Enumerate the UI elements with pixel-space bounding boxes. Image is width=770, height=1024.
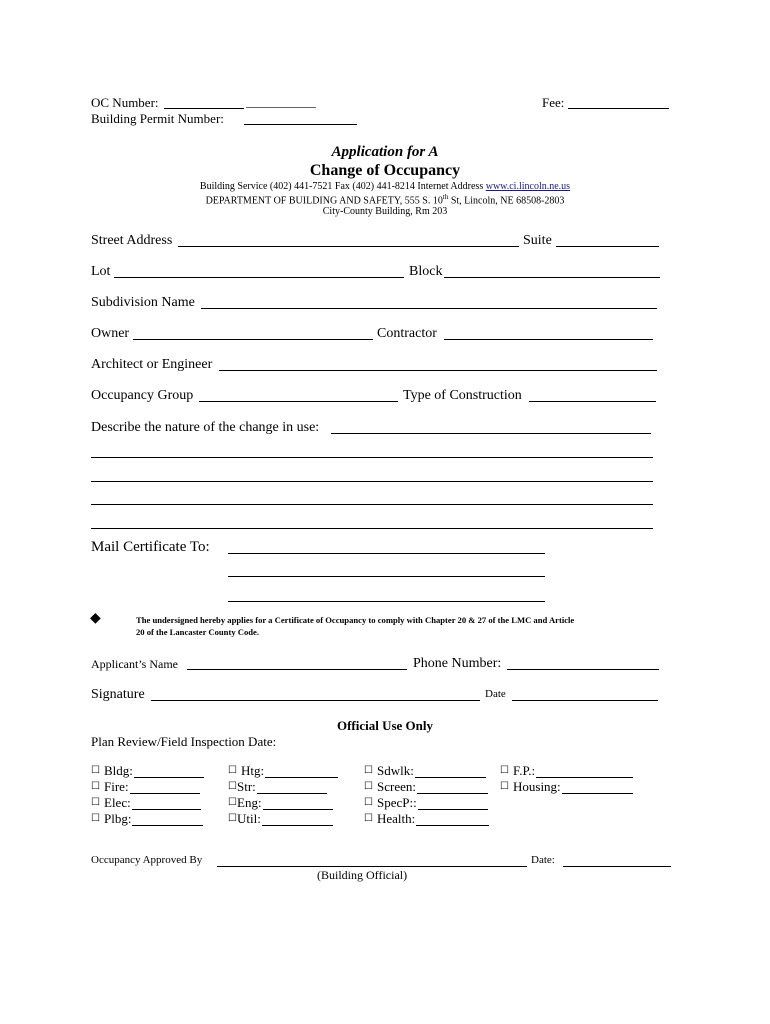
checkbox-housing[interactable]: ☐	[500, 781, 509, 792]
mail-certificate-label: Mail Certificate To:	[91, 539, 210, 555]
owner-label: Owner	[91, 326, 130, 341]
official-use-heading: Official Use Only	[336, 718, 434, 733]
checkbox-bldg[interactable]: ☐	[91, 765, 100, 776]
label-elec: Elec:	[104, 795, 131, 810]
building-official-label: (Building Official)	[317, 868, 408, 882]
department-text: DEPARTMENT OF BUILDING AND SAFETY, 555 S. 10	[205, 195, 443, 207]
checkbox-elec[interactable]: ☐	[91, 797, 100, 808]
field-htg[interactable]	[265, 763, 338, 778]
suite-label: Suite	[523, 233, 552, 248]
checkbox-specp[interactable]: ☐	[364, 797, 373, 808]
label-plbg: Plbg:	[104, 811, 132, 826]
architect-field[interactable]	[219, 356, 657, 371]
checkbox-screen[interactable]: ☐	[364, 781, 373, 792]
field-util[interactable]	[262, 811, 333, 826]
mail-certificate-line-3[interactable]	[228, 587, 545, 602]
construction-type-label: Type of Construction	[403, 388, 522, 403]
plan-review-label: Plan Review/Field Inspection Date:	[91, 734, 277, 749]
occupancy-group-label: Occupancy Group	[91, 388, 194, 403]
phone-field[interactable]	[507, 655, 659, 670]
describe-line-4[interactable]	[91, 490, 653, 505]
title-line-1: Application for A	[331, 144, 439, 160]
owner-field[interactable]	[133, 325, 373, 340]
website-link[interactable]: www.ci.lincoln.ne.us	[485, 181, 571, 192]
phone-label: Phone Number:	[413, 656, 502, 671]
approved-date-field[interactable]	[563, 852, 671, 867]
field-fire[interactable]	[130, 779, 200, 794]
field-str[interactable]	[257, 779, 327, 794]
label-str: Str:	[237, 779, 256, 794]
describe-line-5[interactable]	[91, 514, 653, 529]
lot-label: Lot	[91, 264, 111, 279]
checkbox-plbg[interactable]: ☐	[91, 813, 100, 824]
field-plbg[interactable]	[132, 811, 203, 826]
label-fire: Fire:	[104, 779, 129, 794]
field-eng[interactable]	[263, 795, 333, 810]
field-health[interactable]	[416, 811, 489, 826]
department-line	[0, 193, 770, 206]
label-fp: F.P.:	[513, 763, 536, 778]
checkbox-util[interactable]: ☐	[228, 813, 237, 824]
checkbox-eng[interactable]: ☐	[228, 797, 237, 808]
describe-field[interactable]	[331, 419, 651, 434]
block-field[interactable]	[444, 263, 660, 278]
label-screen: Screen:	[377, 779, 416, 794]
building-permit-field[interactable]	[244, 110, 357, 125]
signature-label: Signature	[91, 687, 145, 702]
department-sup: th	[442, 193, 449, 201]
label-sdwlk: Sdwlk:	[377, 763, 414, 778]
describe-line-3[interactable]	[91, 467, 653, 482]
occupancy-group-field[interactable]	[199, 387, 398, 402]
signature-field[interactable]	[151, 686, 480, 701]
subdivision-label: Subdivision Name	[91, 295, 195, 310]
approved-date-label: Date:	[531, 854, 555, 866]
field-housing[interactable]	[562, 779, 633, 794]
contractor-field[interactable]	[444, 325, 653, 340]
checkbox-fp[interactable]: ☐	[500, 765, 509, 776]
declaration-line-1: The undersigned hereby applies for a Certificate of Occupancy to comply with Chapter 20 & 27 of the LMC and Article	[136, 615, 575, 625]
street-address-field[interactable]	[178, 232, 519, 247]
label-specp: SpecP::	[377, 795, 417, 810]
page-title: Change of Occupancy	[309, 162, 461, 179]
suite-field[interactable]	[556, 232, 659, 247]
oc-number-extension	[246, 107, 316, 108]
applicant-name-field[interactable]	[187, 655, 407, 670]
building-line: City-County Building, Rm 203	[322, 206, 448, 217]
field-fp[interactable]	[536, 763, 633, 778]
date-field[interactable]	[512, 686, 658, 701]
label-htg: Htg:	[241, 763, 265, 778]
label-eng: Eng:	[237, 795, 262, 810]
label-bldg: Bldg:	[104, 763, 133, 778]
approved-by-label: Occupancy Approved By	[91, 854, 203, 866]
describe-line-2[interactable]	[91, 443, 653, 458]
fee-label: Fee:	[542, 95, 565, 110]
fee-field[interactable]	[568, 94, 669, 109]
label-health: Health:	[377, 811, 416, 826]
checkbox-fire[interactable]: ☐	[91, 781, 100, 792]
contact-text: Building Service (402) 441-7521 Fax (402) 441-8214 Internet Address	[199, 181, 486, 192]
department-text-2: St, Lincoln, NE 68508-2803	[448, 195, 565, 207]
contact-line	[0, 181, 770, 192]
mail-certificate-line-2[interactable]	[228, 562, 545, 577]
lot-field[interactable]	[114, 263, 404, 278]
mail-certificate-line-1[interactable]	[228, 539, 545, 554]
field-elec[interactable]	[132, 795, 201, 810]
describe-label: Describe the nature of the change in use:	[91, 420, 320, 435]
construction-type-field[interactable]	[529, 387, 656, 402]
diamond-bullet-icon: ◆	[90, 610, 101, 626]
label-housing: Housing:	[513, 779, 561, 794]
checkbox-health[interactable]: ☐	[364, 813, 373, 824]
oc-number-label: OC Number:	[91, 95, 159, 110]
subdivision-field[interactable]	[201, 294, 657, 309]
building-permit-label: Building Permit Number:	[91, 111, 224, 126]
block-label: Block	[409, 264, 443, 279]
checkbox-str[interactable]: ☐	[228, 781, 237, 792]
checkbox-htg[interactable]: ☐	[228, 765, 237, 776]
applicant-name-label: Applicant’s Name	[91, 657, 178, 671]
approved-by-field[interactable]	[217, 852, 527, 867]
architect-label: Architect or Engineer	[91, 357, 213, 372]
contractor-label: Contractor	[377, 326, 437, 341]
field-screen[interactable]	[417, 779, 488, 794]
field-bldg[interactable]	[134, 763, 204, 778]
declaration-line-2: 20 of the Lancaster County Code.	[136, 627, 260, 637]
checkbox-sdwlk[interactable]: ☐	[364, 765, 373, 776]
date-label: Date	[485, 688, 506, 700]
field-sdwlk[interactable]	[415, 763, 486, 778]
label-util: Util:	[237, 811, 261, 826]
oc-number-field[interactable]	[164, 94, 244, 109]
field-specp[interactable]	[418, 795, 488, 810]
street-address-label: Street Address	[91, 233, 173, 248]
